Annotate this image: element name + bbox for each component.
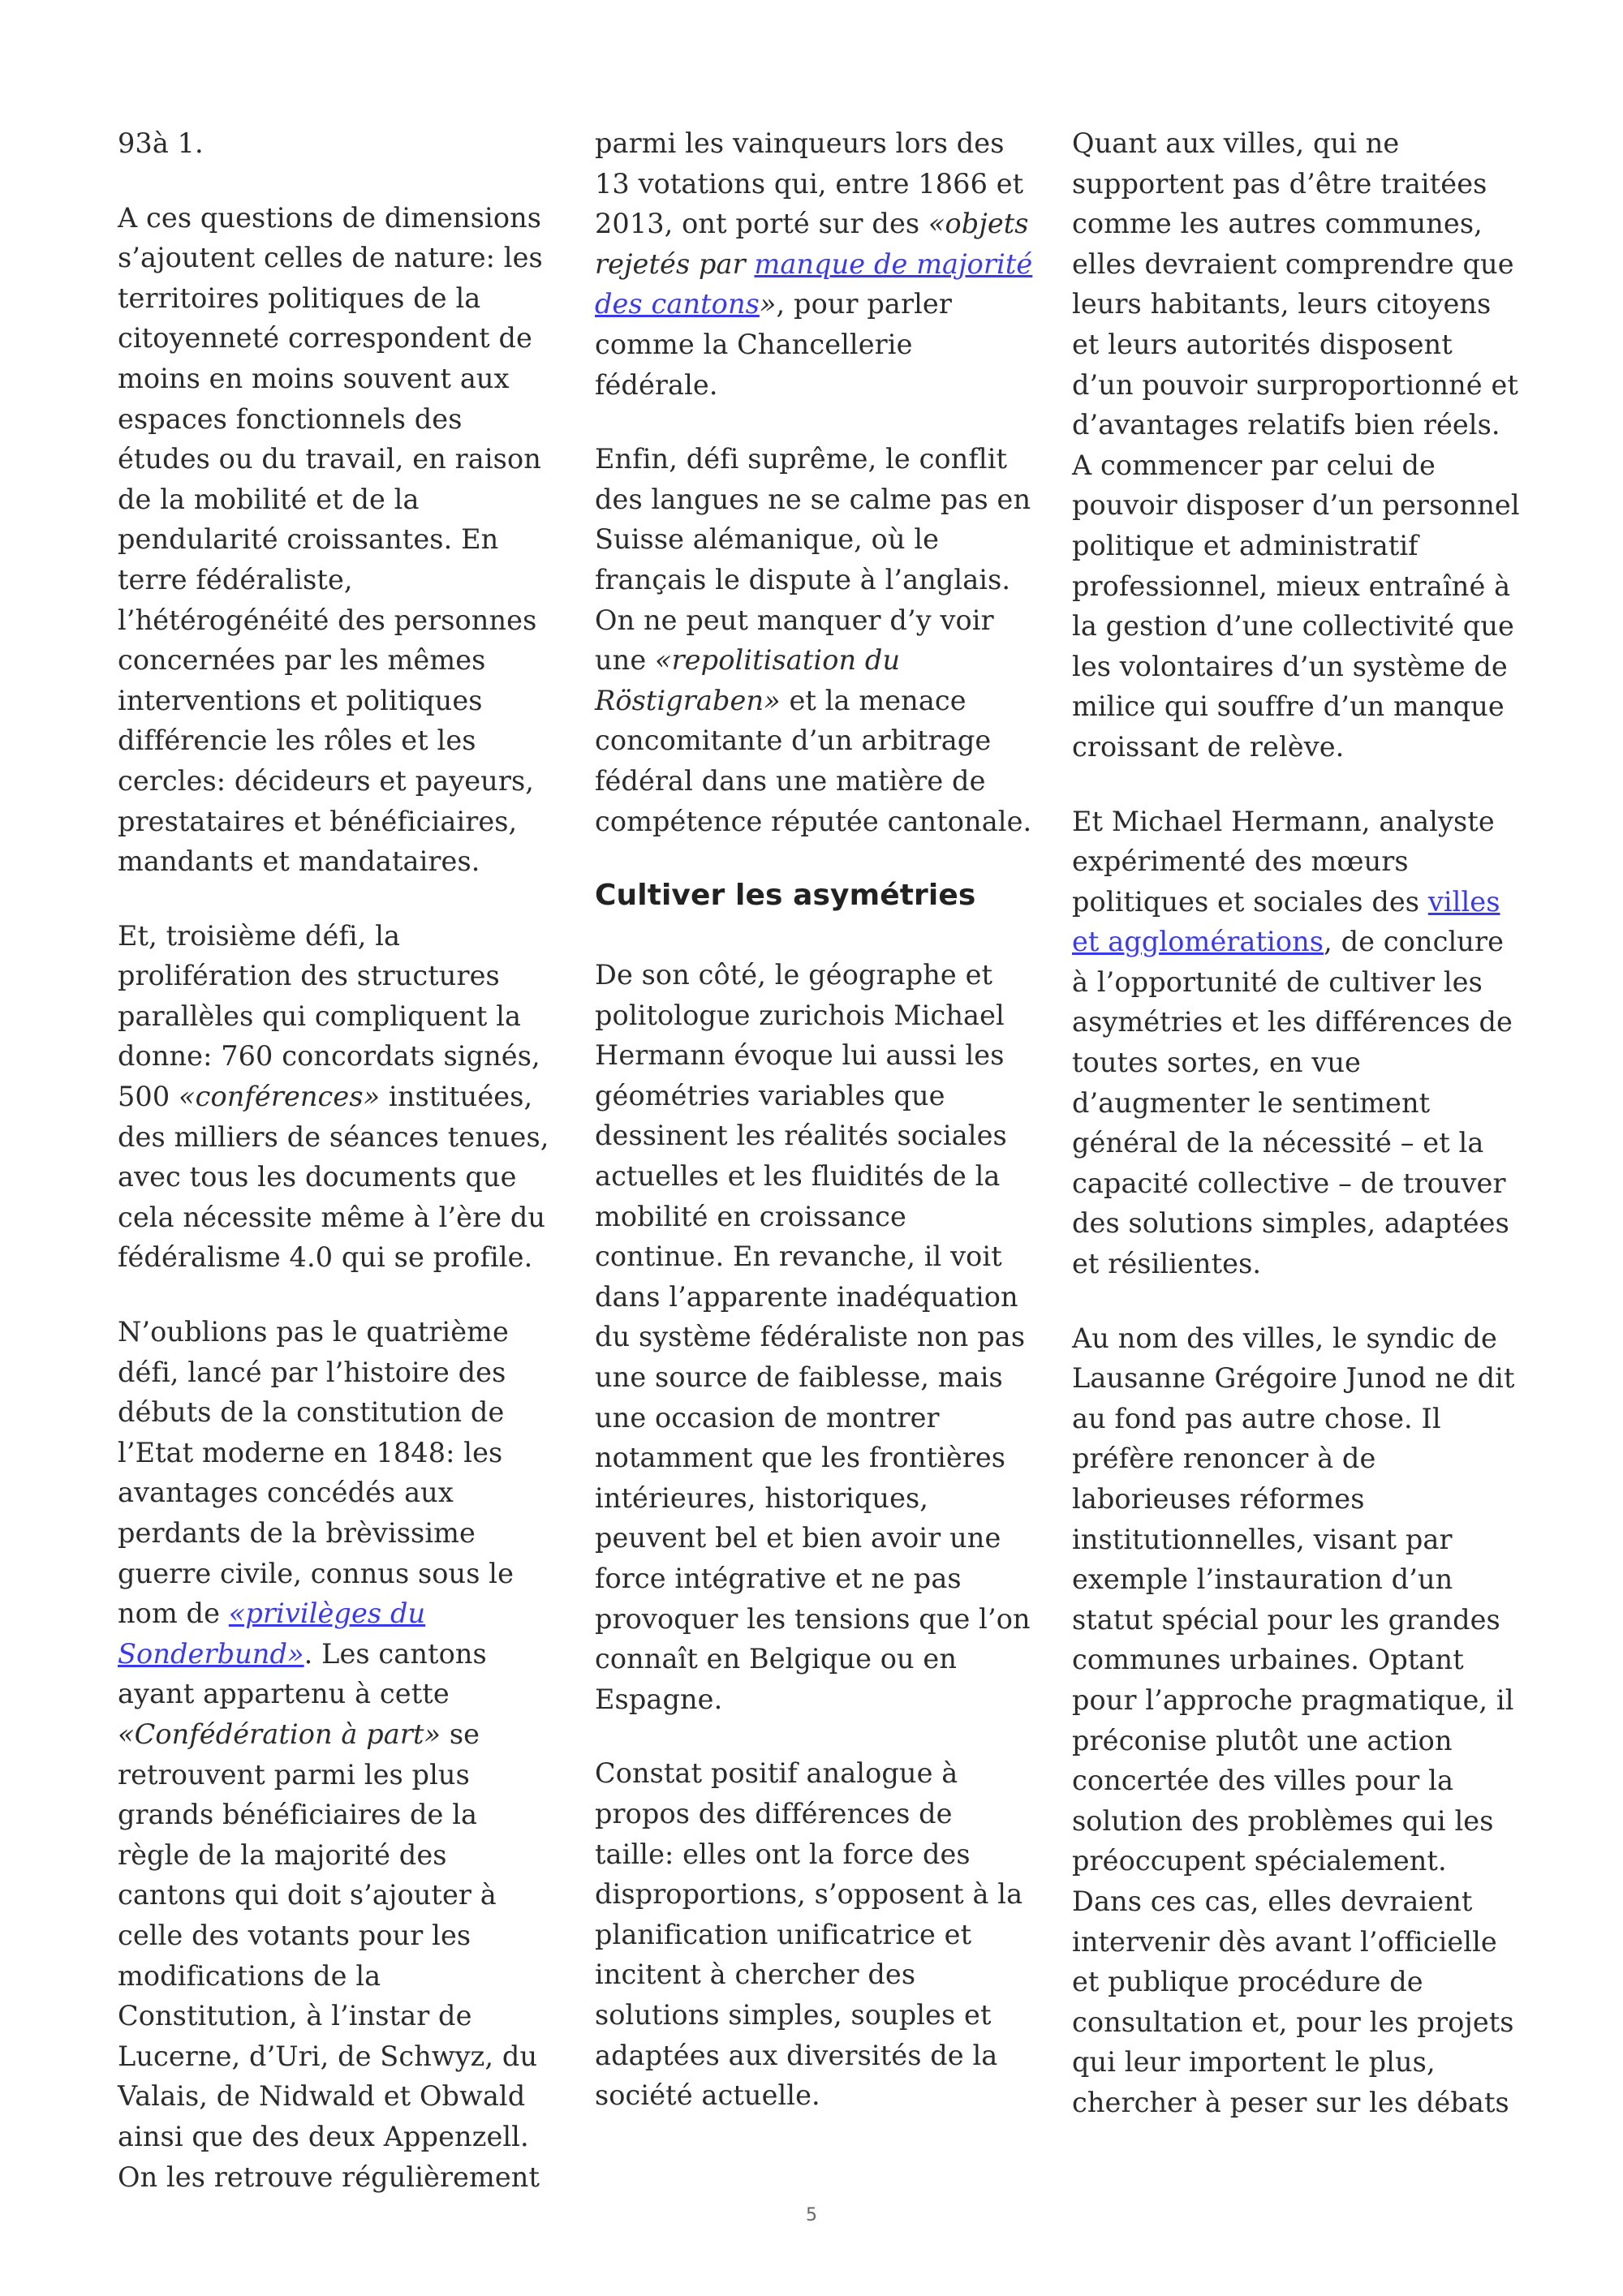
paragraph [595,123,1037,405]
text: N’oublions pas le quatrième défi, lancé par l’histoire des débuts de la constitution de l’Etat moderne en 1848: les avantages concédés aux perdants de la brèvissime guerre civile, connus sous le nom de [118,1316,514,1630]
quote-text: «repolitisation du Röstigraben» [595,644,901,716]
column-2 [595,123,1037,2116]
page-number: 5 [806,2205,817,2225]
link-villes-agglomerations[interactable]: villes et agglomérations [1072,885,1500,958]
text: , pour parler comme la Chancellerie fédérale. [595,288,952,401]
column-1 [118,123,556,2197]
paragraph: Constat positif analogue à propos des différences de taille: elles ont la force des disproportions, s’opposent à la planification unificatrice et incitent à chercher des solutions simples, souples et adaptées aux diversités de la société actuelle. [595,1757,1023,2112]
text: et la menace concomitante d’un arbitrage fédéral dans une matière de compétence réputée cantonale. [595,684,1032,837]
paragraph [1072,802,1522,1284]
paragraph [118,916,556,1278]
text: Et, troisième défi, la prolifération des structures parallèles qui compliquent la donne: 760 concordats signés, 500 [118,919,540,1113]
quote-text: «objets rejetés par [595,208,1029,280]
quote-text: «conférences» [179,1081,381,1113]
paragraph: 93à 1. [118,127,204,159]
text: instituées, des milliers de séances tenues, avec tous les documents que cela nécessite même à l’ère du fédéralisme 4.0 qui se profile. [118,1081,549,1274]
quote-text: «Confédération à part» [118,1718,441,1750]
paragraph [595,439,1037,841]
text: . Les cantons ayant appartenu à cette [118,1637,487,1710]
quote-text: » [759,288,777,320]
paragraph [118,1312,556,2197]
paragraph: Au nom des villes, le syndic de Lausanne Grégoire Junod ne dit au fond pas autre chose. Il préfère renoncer à de laborieuses réformes institutionnelles, visant par exemple l’instauration d’un statut spécial pour les grandes communes urbaines. Optant pour l’approche pragmatique, il préconise plutôt une action concertée des villes pour la solution des problèmes qui les préoccupent spécialement. Dans ces cas, elles devraient intervenir dès avant l’officielle et publique procédure de consultation et, pour les projets qui leur importent le plus, chercher à peser sur les débats [1072,1322,1515,2118]
section-heading: Cultiver les asymétries [595,879,976,913]
link-text[interactable]: manque de majorité des cantons [595,247,1033,320]
text: se retrouvent parmi les plus grands bénéficiaires de la règle de la majorité des cantons qui doit s’ajouter à celle des votants pour les modifications de la Constitution, à l’instar de Lucerne, d’Uri, de Schwyz, du Valais, de Nidwald et Obwald ainsi que des deux Appenzell. On les retrouve régulièrement [118,1718,540,2193]
paragraph: De son côté, le géographe et politologue zurichois Michael Hermann évoque lui aussi les géométries variables que dessinent les réalités sociales actuelles et les fluidités de la mobilité en croissance continue. En revanche, il voit dans l’apparente inadéquation du système fédéraliste non pas une source de faiblesse, mais une occasion de montrer notamment que les frontières intérieures, historiques, peuvent bel et bien avoir une force intégrative et ne pas provoquer les tensions que l’on connaît en Belgique ou en Espagne. [595,959,1031,1715]
link-text[interactable]: «privilèges du Sonderbund» [118,1597,426,1670]
text: Et Michael Hermann, analyste expérimenté des mœurs politiques et sociales des [1072,805,1495,918]
text: parmi les vainqueurs lors des 13 votations qui, entre 1866 et 2013, ont porté sur des [595,127,1024,240]
text: , de conclure à l’opportunité de cultiver les asymétries et les différences de toutes sortes, en vue d’augmenter le sentiment général de la nécessité – et la capacité collective – de trouver des solutions simples, adaptées et résilientes. [1072,926,1513,1280]
text: Enfin, défi suprême, le conflit des langues ne se calme pas en Suisse alémanique, où le français le dispute à l’anglais. On ne peut manquer d’y voir une [595,443,1031,677]
paragraph: Quant aux villes, qui ne supportent pas d’être traitées comme les autres communes, elles devraient comprendre que leurs habitants, leurs citoyens et leurs autorités disposent d’un pouvoir surproportionné et d’avantages relatifs bien réels. A commencer par celui de pouvoir disposer d’un personnel politique et administratif professionnel, mieux entraîné à la gestion d’une collectivité que les volontaires d’un système de milice qui souffre d’un manque croissant de relève. [1072,127,1520,763]
column-3 [1072,123,1522,2123]
paragraph: A ces questions de dimensions s’ajoutent celles de nature: les territoires politiques de la citoyenneté correspondent de moins en moins souvent aux espaces fonctionnels des études ou du travail, en raison de la mobilité et de la pendularité croissantes. En terre fédéraliste, l’hétérogénéité des personnes concernées par les mêmes interventions et politiques différencie les rôles et les cercles: décideurs et payeurs, prestataires et bénéficiaires, mandants et mandataires. [118,201,543,878]
